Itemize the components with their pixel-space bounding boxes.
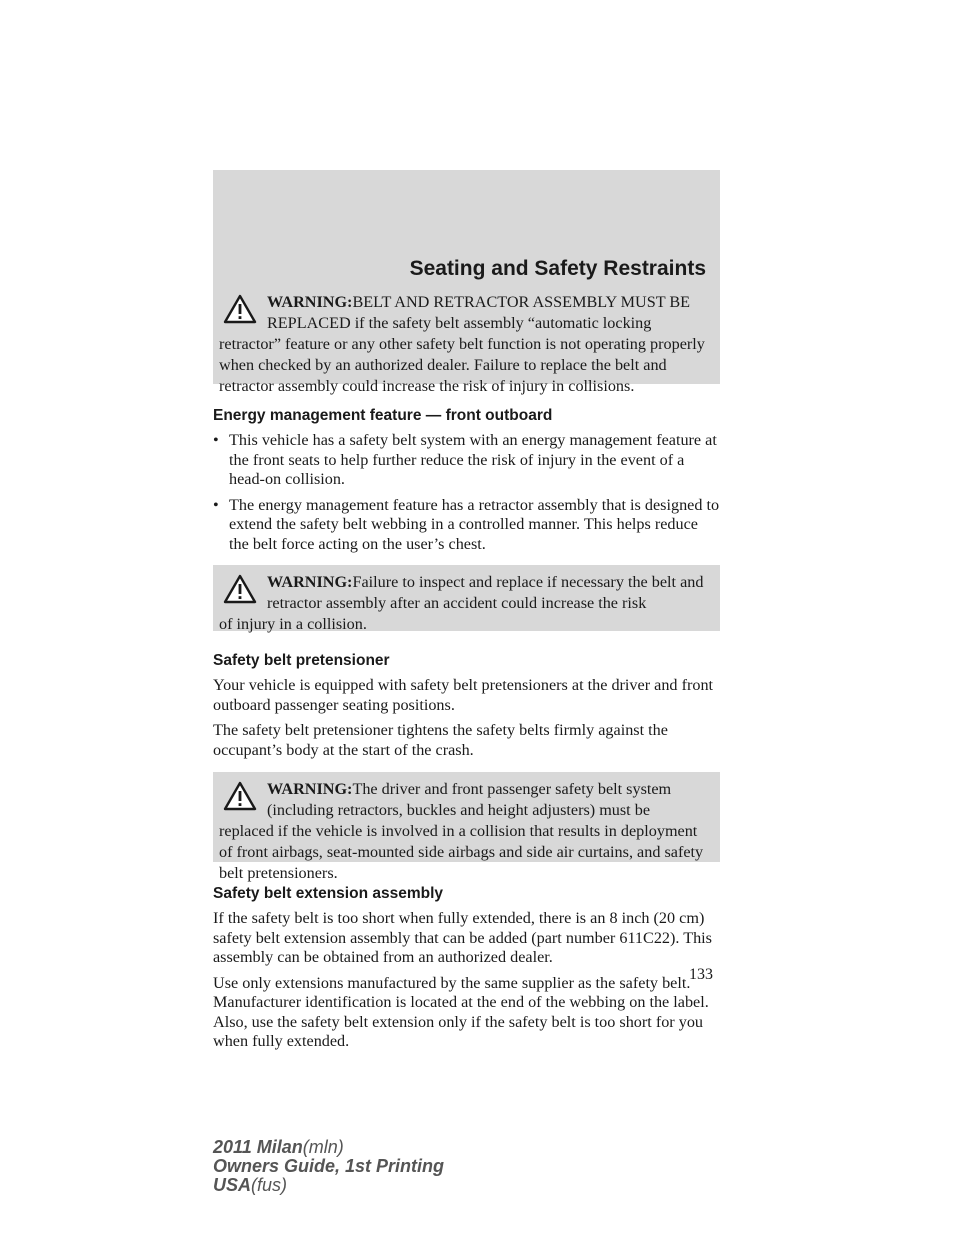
footer-market-code: (fus) (251, 1175, 288, 1195)
warning-body: replaced if the vehicle is involved in a collision that results in deployment of front airbags, seat-mounted side airbags and side air curtains, and safety belt pretensioners. (219, 822, 704, 882)
warning-lead-text (219, 572, 710, 614)
warning-label: WARNING: (267, 780, 353, 798)
warning-lead: BELT AND RETRACTOR ASSEMBLY MUST BE REPLACED if the safety belt assembly “automatic locking (267, 293, 691, 332)
footer-market: USA (213, 1175, 252, 1195)
section-title: Seating and Safety Restraints (409, 257, 706, 280)
warning-triangle-icon (223, 294, 257, 324)
footer-edition: Owners Guide, 1st Printing (213, 1156, 445, 1176)
print-footer (213, 1138, 444, 1195)
bullet-icon: • (213, 495, 219, 514)
footer-model: 2011 Milan (213, 1137, 303, 1157)
section-header-band (213, 170, 720, 285)
warning-triangle-icon (223, 781, 257, 811)
warning-box (213, 565, 720, 631)
page-content (213, 285, 720, 1052)
warning-body: of injury in a collision. (219, 615, 367, 633)
list-item-text: The energy management feature has a retractor assembly that is designed to extend the safety belt webbing in a controlled manner. This helps reduce the belt force acting on the user’s chest. (229, 495, 720, 553)
body-paragraph: Your vehicle is equipped with safety belt pretensioners at the driver and front outboard passenger seating positions. (213, 676, 714, 714)
warning-box (213, 285, 720, 395)
footer-line-market (213, 1176, 444, 1195)
bullet-icon: • (213, 431, 219, 449)
warning-lead-text (219, 292, 710, 334)
page-number: 133 (689, 966, 713, 983)
bullet-list (213, 431, 720, 554)
body-paragraph: Use only extensions manufactured by the same supplier as the safety belt. Manufacturer identification is located at the end of the webbing on the label. Also, use the safety belt extension only if the safety belt is too short for you when fully extended. (213, 973, 709, 1050)
warning-lead: The driver and front passenger safety belt system (including retractors, buckles and height adjusters) must be (267, 780, 672, 819)
body-paragraph: The safety belt pretensioner tightens the safety belts firmly against the occupant’s body at the start of the crash. (213, 721, 668, 759)
warning-body: retractor” feature or any other safety belt function is not operating properly when checked by an authorized dealer. Failure to replace the belt and retractor assembly could increase the risk of injury in collisions. (219, 335, 705, 395)
section-heading: Safety belt extension assembly (213, 885, 444, 902)
warning-triangle-icon (223, 574, 257, 604)
warning-label: WARNING: (267, 293, 353, 311)
warning-label: WARNING: (267, 573, 353, 591)
body-paragraph: If the safety belt is too short when fully extended, there is an 8 inch (20 cm) safety belt extension assembly that can be added (part number 611C22). This assembly can be obtained from an authorized dealer. (213, 909, 712, 966)
list-item-text: This vehicle has a safety belt system with an energy management feature at the front seats to help further reduce the risk of injury in the event of a head-on collision. (229, 431, 717, 488)
footer-line-model (213, 1138, 444, 1157)
warning-lead: Failure to inspect and replace if necessary the belt and retractor assembly after an accident could increase the risk (267, 573, 704, 612)
warning-lead-text (219, 779, 710, 821)
warning-box (213, 772, 720, 882)
section-heading: Safety belt pretensioner (213, 652, 390, 669)
footer-line-edition (213, 1157, 444, 1176)
list-item (213, 431, 720, 490)
footer-model-code: (mln) (302, 1137, 344, 1157)
list-item (213, 496, 720, 555)
section-heading: Energy management feature — front outboard (213, 407, 553, 424)
